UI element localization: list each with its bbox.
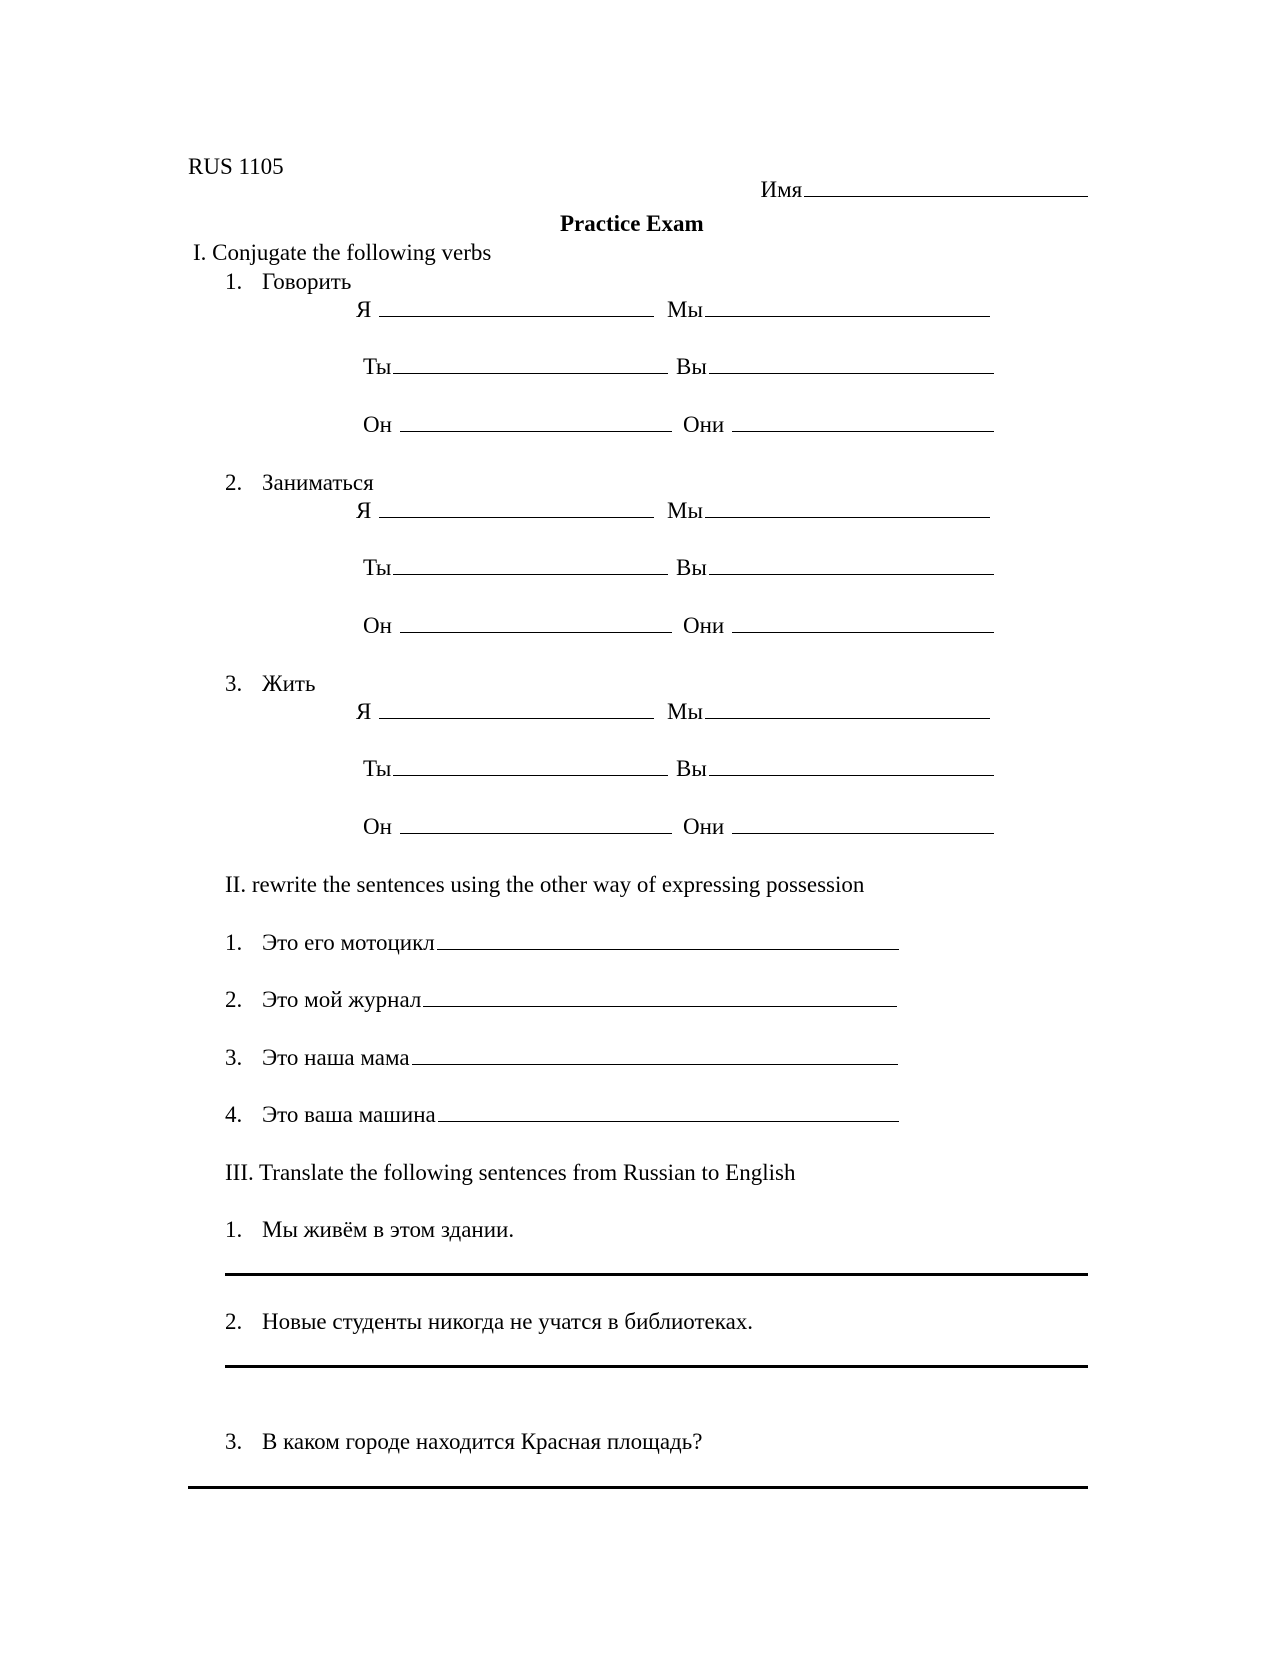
verb-label: Говорить: [262, 269, 352, 294]
answer-line-2[interactable]: [225, 1365, 1088, 1368]
verb-number: 2.: [225, 470, 243, 495]
conj-oni[interactable]: [683, 413, 994, 436]
pronoun-vy: Вы: [676, 555, 707, 580]
verb-3: [225, 672, 315, 695]
conj-oni[interactable]: [683, 815, 994, 838]
blank[interactable]: [400, 630, 672, 633]
blank[interactable]: [412, 1062, 898, 1065]
item-number: 4.: [225, 1102, 243, 1127]
conj-my[interactable]: [667, 298, 990, 321]
conj-vy[interactable]: [676, 556, 994, 579]
conj-ty[interactable]: [363, 757, 668, 780]
conj-oni[interactable]: [683, 614, 994, 637]
blank[interactable]: [393, 572, 668, 575]
page-title: Practice Exam: [560, 211, 704, 236]
blank[interactable]: [400, 429, 672, 432]
blank[interactable]: [423, 1004, 897, 1007]
conj-ty[interactable]: [363, 355, 668, 378]
blank[interactable]: [732, 831, 994, 834]
pronoun-oni: Они: [683, 412, 725, 437]
conj-ty[interactable]: [363, 556, 668, 579]
pronoun-vy: Вы: [676, 756, 707, 781]
blank[interactable]: [705, 314, 990, 317]
conj-ya[interactable]: [356, 298, 654, 321]
blank[interactable]: [379, 314, 654, 317]
item-text: Это ваша машина: [262, 1102, 436, 1127]
item-number: 1.: [225, 1217, 243, 1242]
blank[interactable]: [705, 515, 990, 518]
conj-vy[interactable]: [676, 757, 994, 780]
pronoun-ty: Ты: [363, 555, 392, 580]
pronoun-ya: Я: [356, 498, 372, 523]
pronoun-on: Он: [363, 412, 392, 437]
pronoun-ty: Ты: [363, 354, 392, 379]
verb-label: Жить: [262, 671, 316, 696]
item-text: В каком городе находится Красная площадь?: [262, 1429, 703, 1454]
item-text: Мы живём в этом здании.: [262, 1217, 515, 1242]
course-code: RUS 1105: [188, 154, 284, 179]
pronoun-on: Он: [363, 814, 392, 839]
blank[interactable]: [400, 831, 672, 834]
blank[interactable]: [709, 371, 994, 374]
pronoun-ya: Я: [356, 699, 372, 724]
answer-line-3[interactable]: [188, 1486, 1088, 1489]
translate-item-3: [225, 1430, 702, 1453]
pronoun-my: Мы: [667, 297, 703, 322]
conj-on[interactable]: [363, 614, 672, 637]
pronoun-my: Мы: [667, 699, 703, 724]
blank[interactable]: [393, 371, 668, 374]
item-number: 3.: [225, 1045, 243, 1070]
section3-heading: III. Translate the following sentences from Russian to English: [225, 1160, 796, 1185]
section1-heading: I. Conjugate the following verbs: [193, 240, 492, 265]
item-text: Это мой журнал: [262, 987, 422, 1012]
item-number: 2.: [225, 1309, 243, 1334]
name-label: Имя: [760, 177, 803, 202]
pronoun-on: Он: [363, 613, 392, 638]
blank[interactable]: [705, 716, 990, 719]
possession-item-3[interactable]: [225, 1046, 898, 1069]
conj-my[interactable]: [667, 499, 990, 522]
blank[interactable]: [709, 773, 994, 776]
pronoun-vy: Вы: [676, 354, 707, 379]
pronoun-my: Мы: [667, 498, 703, 523]
conj-ya[interactable]: [356, 700, 654, 723]
item-number: 3.: [225, 1429, 243, 1454]
conj-on[interactable]: [363, 815, 672, 838]
blank[interactable]: [379, 515, 654, 518]
blank[interactable]: [732, 630, 994, 633]
translate-item-1: [225, 1218, 514, 1241]
pronoun-oni: Они: [683, 814, 725, 839]
pronoun-ty: Ты: [363, 756, 392, 781]
conj-my[interactable]: [667, 700, 990, 723]
verb-number: 1.: [225, 269, 243, 294]
blank[interactable]: [732, 429, 994, 432]
translate-item-2: [225, 1310, 753, 1333]
name-blank[interactable]: [804, 194, 1088, 197]
pronoun-oni: Они: [683, 613, 725, 638]
blank[interactable]: [709, 572, 994, 575]
blank[interactable]: [437, 947, 899, 950]
item-number: 1.: [225, 930, 243, 955]
blank[interactable]: [393, 773, 668, 776]
blank[interactable]: [438, 1119, 899, 1122]
verb-1: [225, 270, 351, 293]
answer-line-1[interactable]: [225, 1273, 1088, 1276]
item-text: Это наша мама: [262, 1045, 410, 1070]
possession-item-4[interactable]: [225, 1103, 899, 1126]
verb-label: Заниматься: [262, 470, 374, 495]
section2-heading: II. rewrite the sentences using the other way of expressing possession: [225, 872, 865, 897]
item-text: Новые студенты никогда не учатся в библиотеках.: [262, 1309, 754, 1334]
pronoun-ya: Я: [356, 297, 372, 322]
possession-item-2[interactable]: [225, 988, 897, 1011]
conj-on[interactable]: [363, 413, 672, 436]
conj-ya[interactable]: [356, 499, 654, 522]
possession-item-1[interactable]: [225, 931, 899, 954]
verb-2: [225, 471, 374, 494]
verb-number: 3.: [225, 671, 243, 696]
blank[interactable]: [379, 716, 654, 719]
conj-vy[interactable]: [676, 355, 994, 378]
item-text: Это его мотоцикл: [262, 930, 435, 955]
name-field[interactable]: [749, 155, 1088, 201]
item-number: 2.: [225, 987, 243, 1012]
